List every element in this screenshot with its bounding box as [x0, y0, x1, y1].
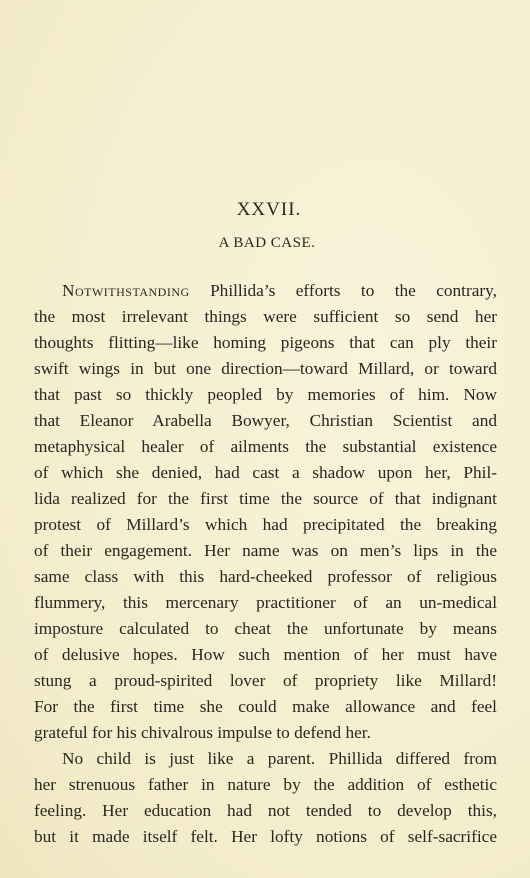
text-line: of delusive hopes. How such mention of her must have: [34, 645, 497, 664]
text-line: lida realized for the first time the source of that indignant: [34, 489, 497, 508]
text-line: of which she denied, had cast a shadow upon her, Phil-: [34, 463, 497, 482]
text-line: thoughts flitting—like homing pigeons that can ply their: [34, 333, 497, 352]
text-line: but it made itself felt. Her lofty notions of self-sacrifice: [34, 827, 497, 846]
text-line: [34, 278, 497, 304]
text-line: feeling. Her education had not tended to develop this,: [34, 801, 497, 820]
chapter-number: XXVII.: [236, 199, 302, 220]
text-line: of their engagement. Her name was on men’s lips in the: [34, 541, 497, 560]
text-line: metaphysical healer of ailments the substantial existence: [34, 437, 497, 456]
text-line: stung a proud-spirited lover of propriety like Millard!: [34, 671, 497, 690]
line-text: Phillida’s efforts to the contrary,: [210, 281, 497, 300]
chapter-title: A BAD CASE.: [218, 235, 316, 251]
text-body: [34, 278, 497, 850]
text-line: swift wings in but one direction—toward Millard, or toward: [34, 359, 497, 378]
lead-word: Notwithstanding: [62, 281, 190, 300]
text-line: her strenuous father in nature by the addition of esthetic: [34, 775, 497, 794]
text-line: that past so thickly peopled by memories of him. Now: [34, 385, 497, 404]
text-line: For the first time she could make allowance and feel: [34, 697, 497, 716]
text-line: that Eleanor Arabella Bowyer, Christian Scientist and: [34, 411, 497, 430]
text-line: imposture calculated to cheat the unfortunate by means: [34, 619, 497, 638]
text-line: protest of Millard’s which had precipitated the breaking: [34, 515, 497, 534]
text-line: same class with this hard-cheeked professor of religious: [34, 567, 497, 586]
text-line: No child is just like a parent. Phillida differed from: [62, 749, 497, 768]
text-line: grateful for his chivalrous impulse to defend her.: [34, 723, 371, 742]
text-line: flummery, this mercenary practitioner of an un-medical: [34, 593, 497, 612]
text-line: the most irrelevant things were sufficient so send her: [34, 307, 497, 326]
